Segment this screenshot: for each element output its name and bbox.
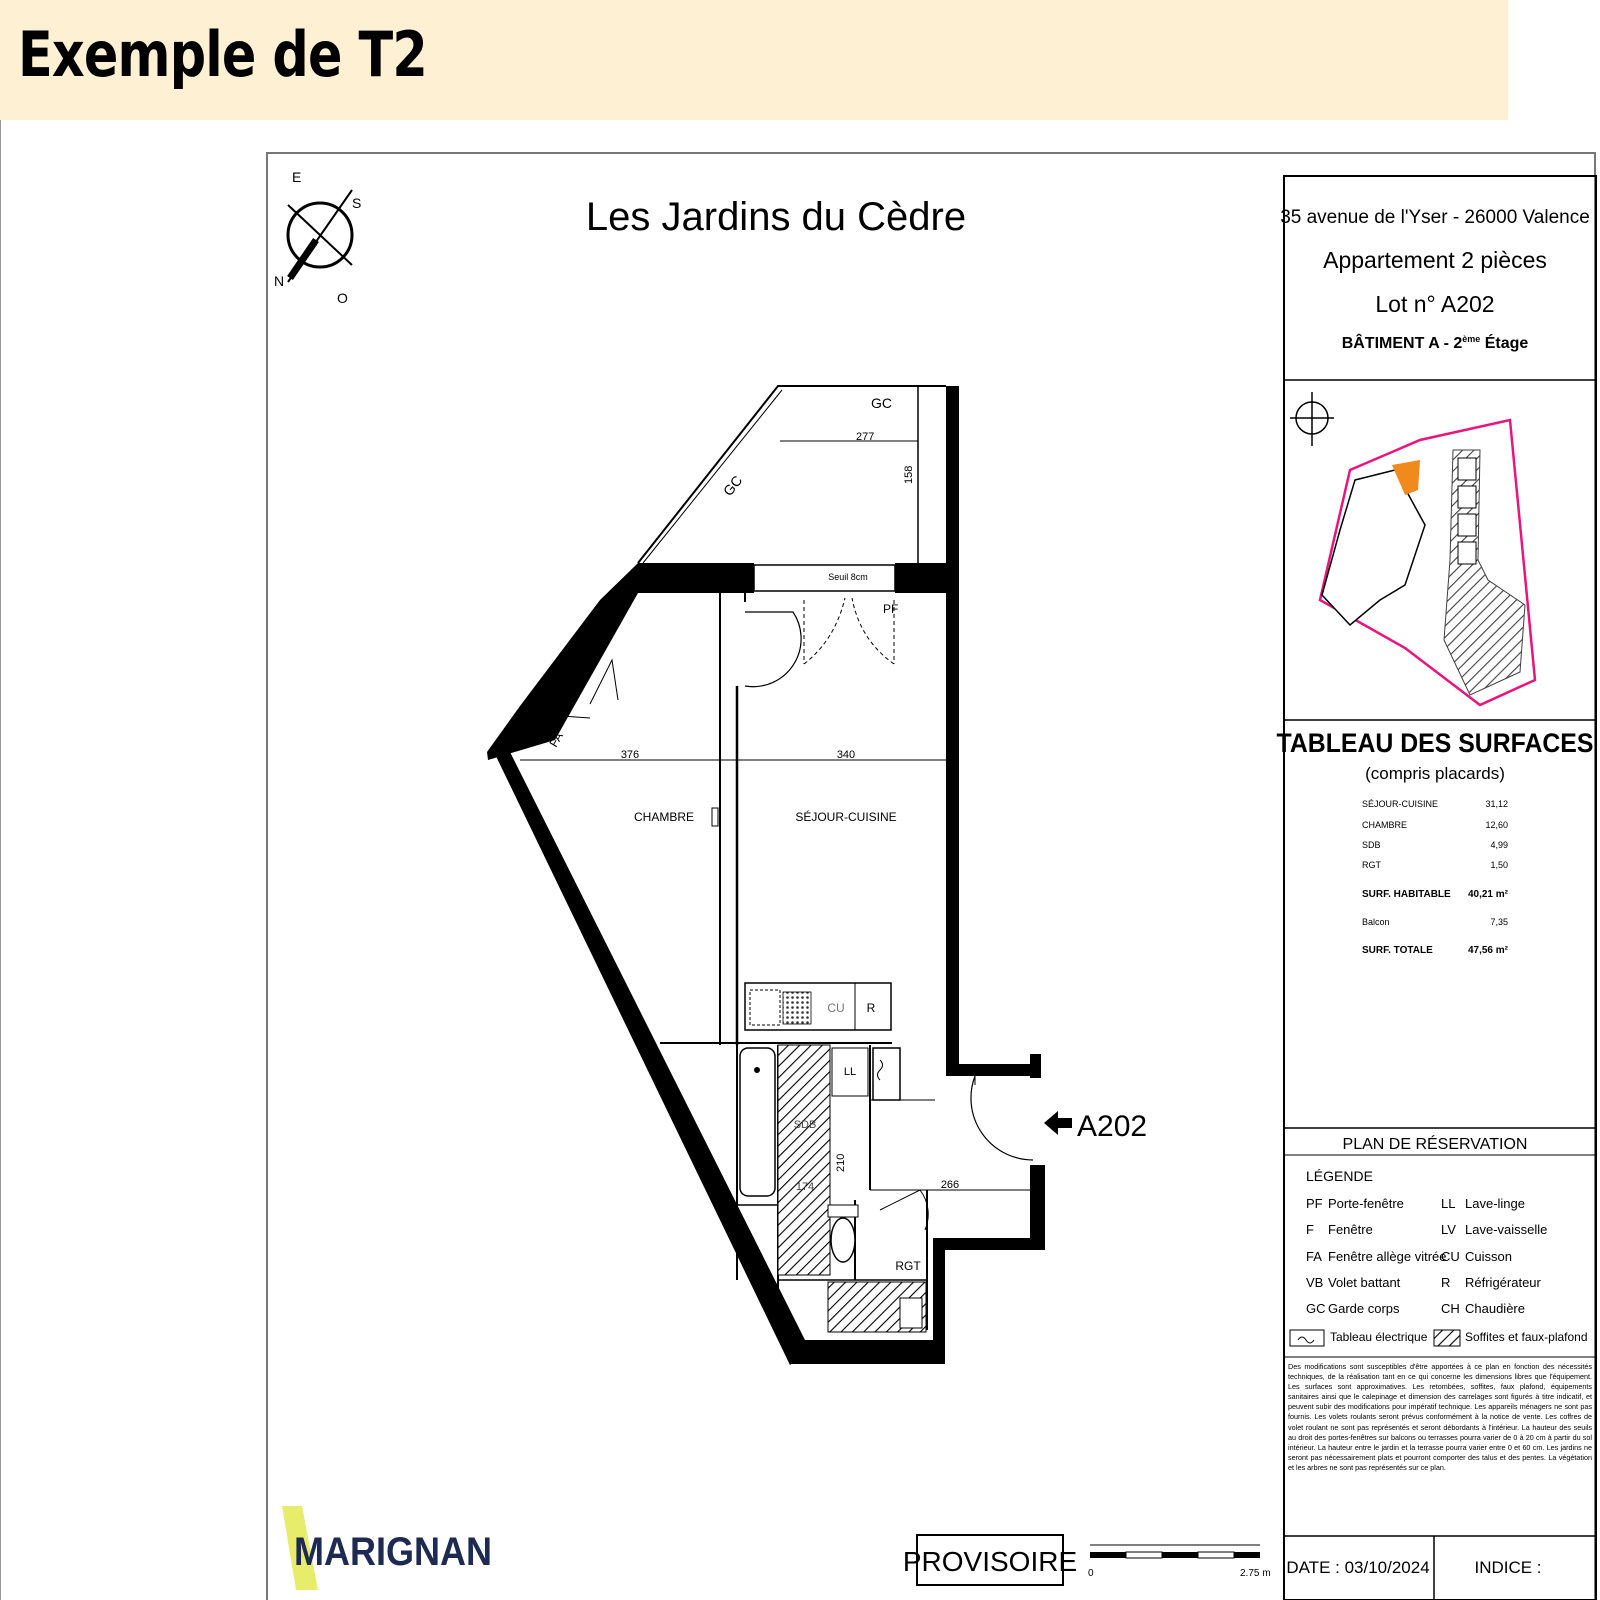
project-name: Les Jardins du Cèdre (585, 195, 967, 239)
svg-text:PF: PF (1306, 1196, 1323, 1211)
surfaces-title: TABLEAU DES SURFACES (1276, 729, 1594, 759)
compass-n: N (274, 273, 285, 289)
fa-label: FA (546, 729, 566, 750)
surface-value: 4,99 (1490, 840, 1508, 850)
svg-text:Fenêtre: Fenêtre (1328, 1222, 1373, 1237)
legend-soffites: Soffites et faux-plafond (1465, 1330, 1588, 1344)
dim-158: 158 (903, 465, 915, 484)
scale-end: 2.75 m (1240, 1568, 1271, 1579)
svg-text:F: F (1306, 1222, 1314, 1237)
site-map (1290, 392, 1535, 705)
svg-text:FA: FA (1306, 1249, 1322, 1264)
room-chambre: CHAMBRE (633, 810, 695, 824)
room-rgt: RGT (895, 1259, 921, 1273)
surface-label: RGT (1362, 860, 1381, 870)
surface-value: 31,12 (1485, 799, 1508, 809)
tableau-icon (1290, 1330, 1324, 1346)
provisoire-text: PROVISOIRE (902, 1546, 1078, 1577)
address: 35 avenue de l'Yser - 26000 Valence (1280, 207, 1590, 228)
legend-right (1441, 1196, 1547, 1316)
svg-text:Chaudière: Chaudière (1465, 1301, 1525, 1316)
disclaimer-text: Des modifications sont susceptibles d'être apportées à ce plan en fonction des nécessités techniques, de la réalisation tant en ce qui concerne les dimensions libres que l'équipement. Les surfaces sont approximatives. Les retombées, soffites, faux plafond, équipements sanitaires ainsi que le calepinage et dimension des carrelages sont figurés à titre indicatif, et peuvent subir des modifications pour impératif technique. Les appareils ménagers ne sont pas fournis. Les volets roulants seront prévus conformément à la notice de vente. Les coffres de volet roulant ne sont pas représentés et seront débordants à l'intérieur. La hauteur des seuils au droit des portes-fenêtres sur balcons ou terrasses pourra varier de 0 à 20 cm à partir du sol intérieur. La hauteur entre le jardin et la terrasse pourra varier entre 0 et 60 cm. Les jardins ne seront pas nécessairement plats et pourront comporter des talus et des pentes. La végétation et les arbres ne sont pas représentés sur ce plan. (1288, 1362, 1592, 1472)
entry-arrow-icon (1044, 1111, 1072, 1135)
balcon-value: 7,35 (1490, 917, 1508, 927)
walls (487, 386, 1045, 1365)
surfaces-table (1362, 799, 1509, 956)
svg-text:LL: LL (1441, 1196, 1456, 1211)
surface-label: SDB (1362, 840, 1381, 850)
surface-value: 12,60 (1485, 820, 1508, 830)
scale-start: 0 (1088, 1568, 1094, 1579)
svg-text:CU: CU (1441, 1249, 1460, 1264)
sdb-label: SDB (793, 1119, 817, 1131)
svg-text:Fenêtre allège vitrée: Fenêtre allège vitrée (1328, 1249, 1447, 1264)
svg-text:Cuisson: Cuisson (1465, 1249, 1512, 1264)
svg-text:Garde corps: Garde corps (1328, 1301, 1400, 1316)
date-field: DATE : 03/10/2024 (1286, 1558, 1430, 1577)
total-label: SURF. TOTALE (1362, 945, 1433, 956)
ll-label: LL (843, 1066, 857, 1078)
svg-text:Réfrigérateur: Réfrigérateur (1465, 1275, 1541, 1290)
reservation-title: PLAN DE RÉSERVATION (1342, 1136, 1528, 1153)
indice-field: INDICE : (1474, 1558, 1542, 1577)
scale-bar (1088, 1545, 1271, 1579)
lot-number: Lot n° A202 (1375, 291, 1495, 317)
habitable-label: SURF. HABITABLE (1362, 889, 1451, 900)
surface-label: SÉJOUR-CUISINE (1362, 799, 1439, 809)
dim-210: 210 (835, 1153, 847, 1172)
svg-text:Lave-linge: Lave-linge (1465, 1196, 1525, 1211)
svg-text:Volet battant: Volet battant (1328, 1275, 1401, 1290)
pf-label: PF (883, 602, 899, 616)
svg-text:R: R (1441, 1275, 1451, 1290)
total-value: 47,56 m² (1467, 945, 1508, 956)
entry-label: A202 (1077, 1110, 1148, 1143)
surface-value: 1,50 (1490, 860, 1508, 870)
dim-266: 266 (940, 1179, 960, 1191)
marignan-logo (282, 1506, 492, 1590)
dim-340: 340 (836, 749, 856, 761)
legend-title: LÉGENDE (1306, 1168, 1373, 1184)
svg-text:VB: VB (1306, 1275, 1324, 1290)
balcon-label: Balcon (1362, 917, 1390, 927)
dim-174: 174 (795, 1181, 815, 1193)
balcony-gc2-label: GC (719, 472, 746, 499)
compass-o: O (337, 290, 348, 306)
svg-text:LV: LV (1441, 1222, 1456, 1237)
soffite-sdb (778, 1045, 830, 1275)
seuil-label: Seuil 8cm (828, 572, 868, 582)
compass-rose (274, 169, 361, 306)
legend-left (1306, 1196, 1447, 1316)
balcony (638, 386, 946, 563)
room-sejour: SÉJOUR-CUISINE (795, 810, 897, 824)
surfaces-subtitle: (compris placards) (1365, 764, 1505, 783)
logo-text: MARIGNAN (294, 1530, 492, 1575)
r-label: R (866, 1001, 876, 1015)
svg-text:Lave-vaisselle: Lave-vaisselle (1465, 1222, 1548, 1237)
building-floor: BÂTIMENT A - 2ème Étage (1341, 334, 1529, 352)
compass-e: E (292, 169, 302, 185)
surface-label: CHAMBRE (1362, 820, 1408, 830)
apartment-type: Appartement 2 pièces (1323, 247, 1547, 273)
cu-label: CU (827, 1001, 845, 1015)
svg-text:GC: GC (1306, 1301, 1326, 1316)
balcony-gc-label: GC (871, 395, 892, 411)
compass-s: S (352, 195, 362, 211)
dim-376: 376 (620, 749, 640, 761)
dim-277: 277 (856, 431, 875, 443)
electrical-panel (873, 1048, 900, 1100)
legend-tableau: Tableau électrique (1330, 1330, 1428, 1344)
toilet (831, 1218, 855, 1262)
page-title: Exemple de T2 (18, 18, 427, 91)
habitable-value: 40,21 m² (1467, 889, 1508, 900)
svg-text:Porte-fenêtre: Porte-fenêtre (1328, 1196, 1404, 1211)
soffites-icon (1434, 1330, 1460, 1346)
svg-text:CH: CH (1441, 1301, 1460, 1316)
